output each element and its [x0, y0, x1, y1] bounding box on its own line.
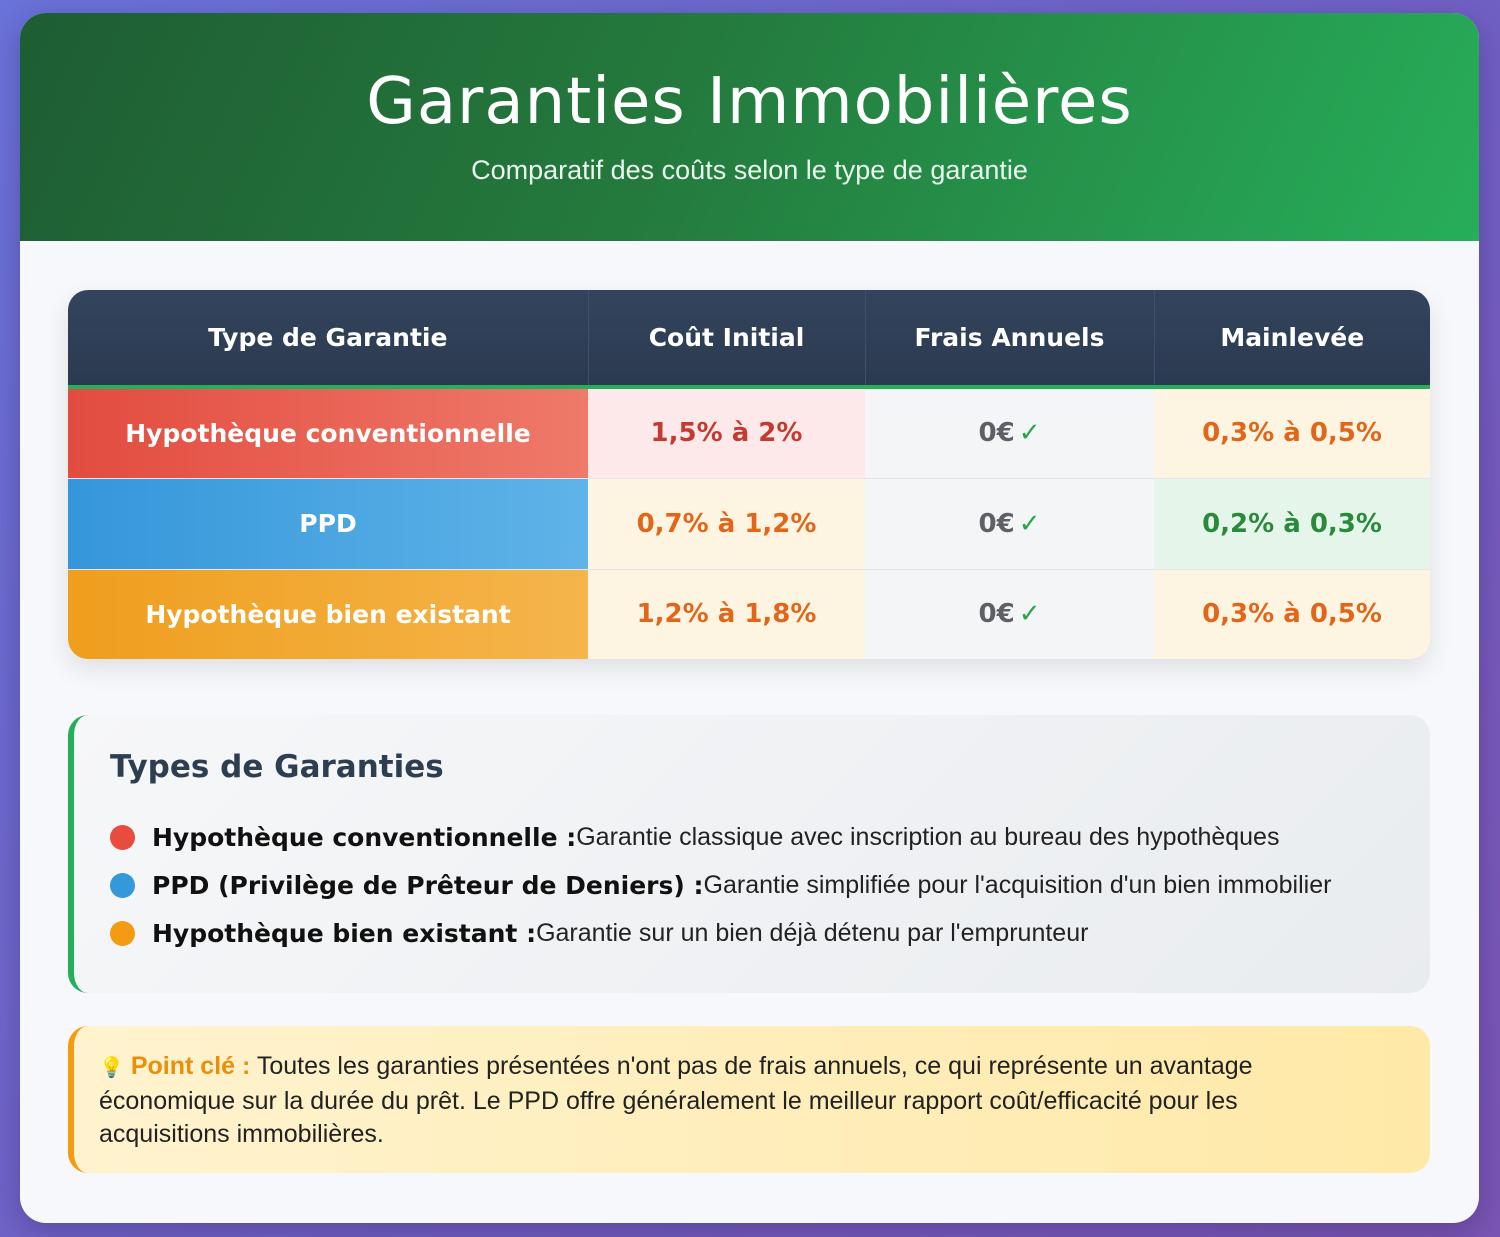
- release-cell: 0,3% à 0,5%: [1154, 569, 1430, 659]
- table-row: [68, 387, 1430, 478]
- check-icon: ✓: [1018, 418, 1041, 449]
- check-icon: ✓: [1018, 508, 1041, 539]
- legend-item-description: Garantie simplifiée pour l'acquisition d'un bien immobilier: [703, 870, 1332, 899]
- annual-fees-cell: [865, 387, 1154, 478]
- red-dot-icon: [110, 825, 135, 850]
- key-point-box: [68, 1026, 1430, 1173]
- check-icon: ✓: [1018, 599, 1041, 630]
- comparison-table: [68, 290, 1430, 659]
- annual-fees-value: 0€: [978, 418, 1015, 449]
- initial-cost-cell: 1,2% à 1,8%: [588, 569, 865, 659]
- column-header-release: Mainlevée: [1154, 290, 1430, 387]
- column-header-type: Type de Garantie: [68, 290, 588, 387]
- initial-cost-cell: 0,7% à 1,2%: [588, 478, 865, 569]
- table-header-row: [68, 290, 1430, 387]
- guarantee-types-section: [68, 715, 1430, 993]
- initial-cost-cell: 1,5% à 2%: [588, 387, 865, 478]
- legend-item: [110, 909, 1430, 957]
- blue-dot-icon: [110, 873, 135, 898]
- release-cell: 0,2% à 0,3%: [1154, 478, 1430, 569]
- row-type-cell: PPD: [68, 478, 588, 569]
- key-point-text: Toutes les garanties présentées n'ont pas de frais annuels, ce qui représente un avantage économique sur la durée du prêt. Le PPD offre généralement le meilleur rapport coût/efficacité pour les acquisitions immobilières.: [99, 1052, 1253, 1148]
- legend-item-name: Hypothèque conventionnelle :: [152, 822, 577, 852]
- annual-fees-value: 0€: [978, 599, 1015, 630]
- legend-item-name: Hypothèque bien existant :: [152, 918, 537, 948]
- main-card: [20, 13, 1479, 1223]
- lightbulb-icon: 💡: [99, 1057, 124, 1079]
- annual-fees-cell: [865, 569, 1154, 659]
- legend-item: [110, 861, 1430, 909]
- key-point-label: Point clé :: [130, 1052, 251, 1080]
- release-cell: 0,3% à 0,5%: [1154, 387, 1430, 478]
- legend-item-description: Garantie classique avec inscription au bureau des hypothèques: [576, 822, 1280, 851]
- orange-dot-icon: [110, 921, 135, 946]
- legend-item-description: Garantie sur un bien déjà détenu par l'emprunteur: [536, 918, 1089, 947]
- page-title: Garanties Immobilières: [366, 65, 1133, 139]
- page-subtitle: Comparatif des coûts selon le type de garantie: [471, 155, 1028, 185]
- row-type-cell: Hypothèque conventionnelle: [68, 387, 588, 478]
- table-row: [68, 478, 1430, 569]
- legend-item-name: PPD (Privilège de Prêteur de Deniers) :: [152, 870, 704, 900]
- row-type-cell: Hypothèque bien existant: [68, 569, 588, 659]
- table-row: [68, 569, 1430, 659]
- column-header-initial-cost: Coût Initial: [588, 290, 865, 387]
- annual-fees-cell: [865, 478, 1154, 569]
- section-title: Types de Garanties: [110, 749, 444, 785]
- column-header-annual-fees: Frais Annuels: [865, 290, 1154, 387]
- page-header: [20, 13, 1479, 241]
- annual-fees-value: 0€: [978, 508, 1015, 539]
- legend-item: [110, 813, 1430, 861]
